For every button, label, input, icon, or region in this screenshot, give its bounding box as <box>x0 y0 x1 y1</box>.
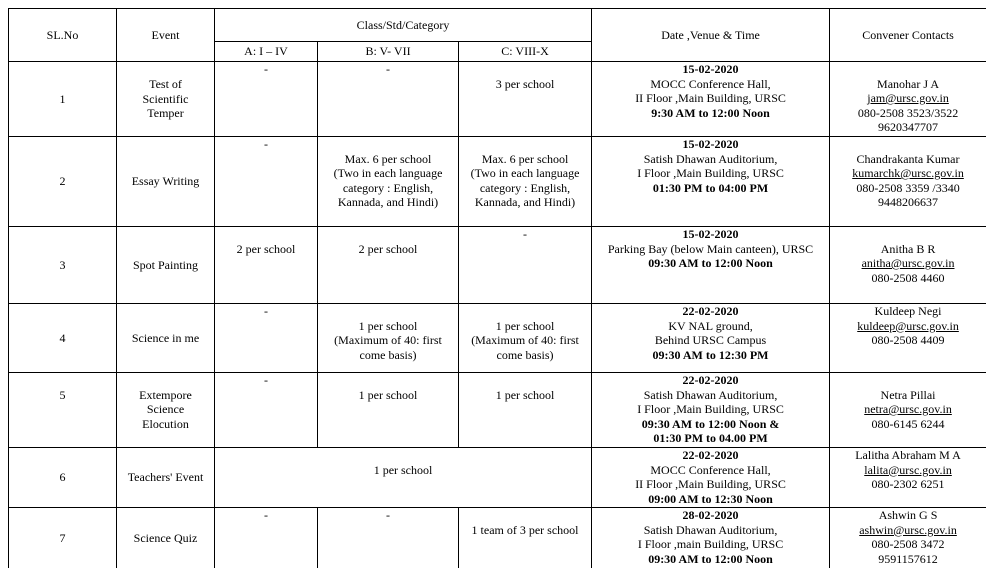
header-event: Event <box>117 9 215 62</box>
cell-cat-b <box>318 304 459 373</box>
cell-event <box>117 137 215 227</box>
event-date: 28-02-2020 <box>682 508 739 522</box>
cell-venue <box>592 373 830 448</box>
convener-email[interactable]: netra@ursc.gov.in <box>864 402 952 416</box>
cat-line: 1 per school <box>373 462 433 477</box>
cat-line: (Two in each language <box>333 166 443 180</box>
event-line: Temper <box>147 106 184 121</box>
cell-convener <box>830 448 986 508</box>
table-row <box>9 508 986 569</box>
cat-line: 1 per school <box>495 387 555 402</box>
table-row <box>9 304 986 373</box>
cell-cat-a: - <box>215 137 318 227</box>
cell-slno: 2 <box>9 137 117 227</box>
cell-convener <box>830 373 986 448</box>
event-time: 01:30 PM to 04.00 PM <box>653 431 768 445</box>
convener-phone: 080-6145 6244 <box>871 416 945 431</box>
cat-line: Max. 6 per school <box>481 151 569 166</box>
event-line: Science <box>146 402 185 416</box>
cell-slno: 4 <box>9 304 117 373</box>
cell-cat-b: - <box>318 62 459 137</box>
header-venue: Date ,Venue & Time <box>592 9 830 62</box>
convener-phone: 9448206637 <box>878 195 939 209</box>
cell-convener <box>830 227 986 304</box>
venue-line: MOCC Conference Hall, <box>650 462 771 477</box>
event-time: 9:30 AM to 12:00 Noon <box>651 105 770 120</box>
cell-event <box>117 448 215 508</box>
cat-line: (Maximum of 40: first <box>334 333 442 347</box>
convener-phone: 080-2508 3523/3522 <box>857 105 959 120</box>
event-date: 22-02-2020 <box>682 448 739 462</box>
cell-cat-a: - <box>215 508 318 569</box>
cell-convener <box>830 304 986 373</box>
venue-line: Satish Dhawan Auditorium, <box>643 151 778 166</box>
event-date: 15-02-2020 <box>682 62 739 76</box>
convener-phone: 9620347707 <box>878 120 939 134</box>
event-date: 22-02-2020 <box>682 373 739 387</box>
cat-line: 1 team of 3 per school <box>471 522 579 537</box>
cell-cat-a <box>215 227 318 304</box>
convener-email[interactable]: lalita@ursc.gov.in <box>864 462 952 477</box>
convener-email[interactable]: jam@ursc.gov.in <box>867 91 949 105</box>
cell-cat-c <box>459 62 592 137</box>
convener-email[interactable]: kuldeep@ursc.gov.in <box>857 318 959 333</box>
cell-cat-a: - <box>215 62 318 137</box>
cell-venue <box>592 508 830 569</box>
cat-line: 1 per school <box>495 318 555 333</box>
cat-line: 3 per school <box>495 76 555 91</box>
cell-cat-c: - <box>459 227 592 304</box>
convener-email[interactable]: ashwin@ursc.gov.in <box>859 522 957 537</box>
header-row <box>9 9 986 42</box>
venue-line: Satish Dhawan Auditorium, <box>643 522 778 537</box>
event-line: Scientific <box>142 91 189 106</box>
cell-slno: 3 <box>9 227 117 304</box>
header-convener: Convener Contacts <box>830 9 986 62</box>
cat-line: Kannada, and Hindi) <box>474 195 576 209</box>
venue-line: KV NAL ground, <box>668 318 753 333</box>
convener-name: Anitha B R <box>880 241 936 256</box>
cell-venue <box>592 62 830 137</box>
table-row <box>9 448 986 508</box>
cell-event <box>117 62 215 137</box>
cat-line: 1 per school <box>358 318 418 333</box>
cat-line: come basis) <box>359 347 417 362</box>
events-table <box>8 8 986 568</box>
convener-name: Netra Pillai <box>880 387 936 402</box>
event-date: 15-02-2020 <box>682 227 739 241</box>
header-category: Class/Std/Category <box>215 9 592 42</box>
cat-line: 2 per school <box>358 241 418 256</box>
cell-convener <box>830 62 986 137</box>
convener-name: Lalitha Abraham M A <box>855 448 961 462</box>
cell-cat-b <box>318 137 459 227</box>
venue-line: MOCC Conference Hall, <box>650 76 771 91</box>
cell-event <box>117 508 215 569</box>
cat-line: category : English, <box>479 180 571 195</box>
convener-name: Kuldeep Negi <box>874 304 942 318</box>
convener-name: Manohar J A <box>877 76 940 91</box>
convener-email[interactable]: anitha@ursc.gov.in <box>861 256 955 270</box>
cell-slno: 6 <box>9 448 117 508</box>
event-line: Extempore <box>139 387 192 402</box>
table-row <box>9 373 986 448</box>
event-time: 09:30 AM to 12:30 PM <box>652 347 769 362</box>
header-cat-a: A: I – IV <box>215 42 318 62</box>
convener-name: Chandrakanta Kumar <box>856 151 960 166</box>
cell-venue <box>592 137 830 227</box>
cell-venue <box>592 448 830 508</box>
event-date: 15-02-2020 <box>682 137 739 151</box>
cell-cat-b <box>318 227 459 304</box>
table-row <box>9 137 986 227</box>
cell-cat-b <box>318 373 459 448</box>
cell-all-categories <box>215 448 592 508</box>
event-date: 22-02-2020 <box>682 304 739 318</box>
cell-cat-c <box>459 304 592 373</box>
table-row <box>9 62 986 137</box>
cat-line: Kannada, and Hindi) <box>337 195 439 209</box>
cat-line: come basis) <box>496 347 554 362</box>
event-line: Spot Painting <box>132 257 198 272</box>
venue-line: II Floor ,Main Building, URSC <box>635 91 786 105</box>
cell-cat-c <box>459 137 592 227</box>
convener-phone: 9591157612 <box>878 551 938 566</box>
cell-event <box>117 227 215 304</box>
cat-line: (Maximum of 40: first <box>471 333 579 347</box>
convener-phone: 080-2508 4460 <box>871 270 945 285</box>
header-cat-b: B: V- VII <box>318 42 459 62</box>
cell-convener <box>830 508 986 569</box>
cat-line: Max. 6 per school <box>344 151 432 166</box>
event-time: 09:30 AM to 12:00 Noon <box>648 551 773 566</box>
event-line: Teachers' Event <box>127 470 204 485</box>
slno-value: 5 <box>59 387 66 402</box>
venue-line: II Floor ,Main Building, URSC <box>635 477 786 491</box>
cell-venue <box>592 227 830 304</box>
cell-cat-c <box>459 508 592 569</box>
cat-line: 2 per school <box>236 241 296 256</box>
cell-cat-a: - <box>215 373 318 448</box>
header-slno: SL.No <box>9 9 117 62</box>
table-row <box>9 227 986 304</box>
venue-line: I Floor ,Main Building, URSC <box>637 166 784 180</box>
convener-name: Ashwin G S <box>878 508 938 522</box>
event-line: Essay Writing <box>131 174 200 189</box>
venue-line: I Floor ,Main Building, URSC <box>637 402 784 416</box>
event-line: Test of <box>149 77 182 92</box>
event-time: 09:30 AM to 12:00 Noon <box>648 256 773 270</box>
cat-line: (Two in each language <box>470 166 580 180</box>
event-line: Elocution <box>142 416 189 431</box>
document-page <box>8 8 986 568</box>
cell-venue <box>592 304 830 373</box>
cell-event <box>117 373 215 448</box>
event-line: Science in me <box>131 330 200 345</box>
cell-slno: 7 <box>9 508 117 569</box>
convener-email[interactable]: kumarchk@ursc.gov.in <box>852 166 964 180</box>
cell-cat-a: - <box>215 304 318 373</box>
venue-line: Parking Bay (below Main canteen), URSC <box>607 241 814 256</box>
cell-cat-b: - <box>318 508 459 569</box>
cell-slno <box>9 373 117 448</box>
cat-line: 1 per school <box>358 387 418 402</box>
venue-line: Satish Dhawan Auditorium, <box>643 387 778 402</box>
cell-cat-c <box>459 373 592 448</box>
event-time: 09:00 AM to 12:30 Noon <box>648 491 773 506</box>
cat-line: category : English, <box>342 180 434 195</box>
cell-convener <box>830 137 986 227</box>
convener-phone: 080-2302 6251 <box>871 477 945 491</box>
event-time: 09:30 AM to 12:00 Noon & <box>641 416 780 431</box>
convener-phone: 080-2508 4409 <box>871 333 945 347</box>
event-line: Science Quiz <box>133 531 198 546</box>
event-time: 01:30 PM to 04:00 PM <box>652 180 769 195</box>
venue-line: Behind URSC Campus <box>654 333 767 347</box>
convener-phone: 080-2508 3472 <box>871 537 945 551</box>
convener-phone: 080-2508 3359 /3340 <box>856 180 960 195</box>
cell-slno: 1 <box>9 62 117 137</box>
header-cat-c: C: VIII-X <box>459 42 592 62</box>
cell-event <box>117 304 215 373</box>
venue-line: I Floor ,main Building, URSC <box>637 537 784 551</box>
